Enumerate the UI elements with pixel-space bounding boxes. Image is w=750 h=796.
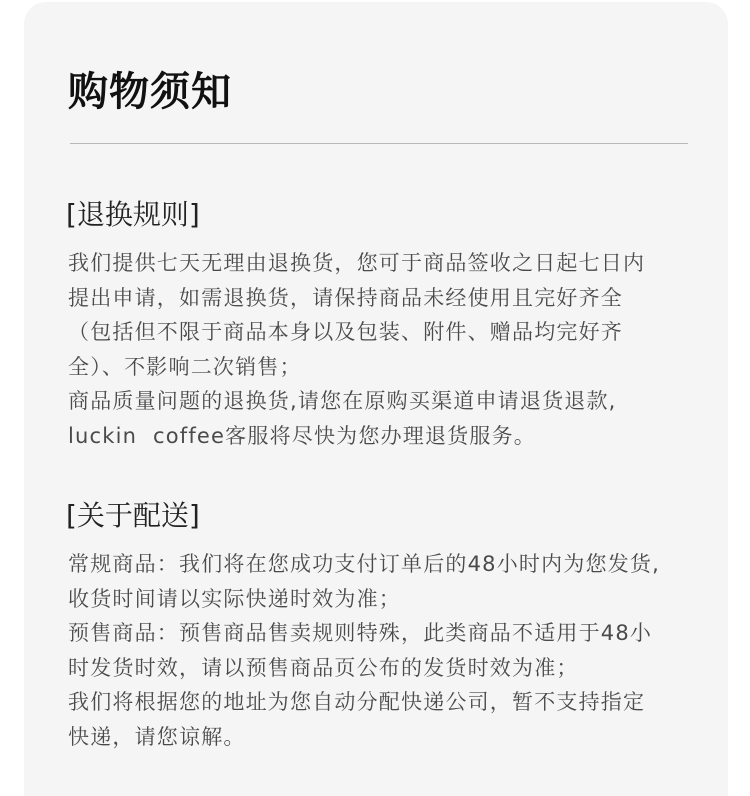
- return-policy-line: 商品质量问题的退换货,请您在原购买渠道申请退货退款,: [68, 389, 617, 413]
- return-policy-text: [68, 246, 692, 453]
- delivery-line: 我们将根据您的地址为您自动分配快递公司，暂不支持指定: [68, 690, 646, 714]
- return-policy-line: （包括但不限于商品本身以及包装、附件、赠品均完好齐: [68, 320, 623, 344]
- return-policy-line: 全）、不影响二次销售；: [68, 354, 302, 379]
- title-divider: [70, 143, 688, 144]
- delivery-heading: [关于配送]: [66, 499, 200, 532]
- delivery-line: 时发货时效，请以预售商品页公布的发货时效为准；: [68, 655, 579, 680]
- delivery-line: 收货时间请以实际快递时效为准；: [68, 586, 401, 611]
- delivery-line: 常规商品：我们将在您成功支付订单后的48小时内为您发货,: [68, 552, 660, 576]
- page-title: 购物须知: [68, 69, 232, 115]
- delivery-line: 快递，请您谅解。: [68, 724, 246, 749]
- return-policy-line: 提出申请，如需退换货，请保持商品未经使用且完好齐全: [68, 285, 623, 310]
- return-policy-line: 我们提供七天无理由退换货，您可于商品签收之日起七日内: [68, 251, 646, 275]
- delivery-text: [68, 547, 692, 754]
- delivery-line: 预售商品：预售商品售卖规则特殊，此类商品不适用于48小: [68, 621, 653, 645]
- return-policy-line: luckin coffee客服将尽快为您办理退货服务。: [68, 423, 536, 448]
- return-policy-heading: [退换规则]: [66, 198, 200, 231]
- shopping-notice-card: [24, 2, 728, 796]
